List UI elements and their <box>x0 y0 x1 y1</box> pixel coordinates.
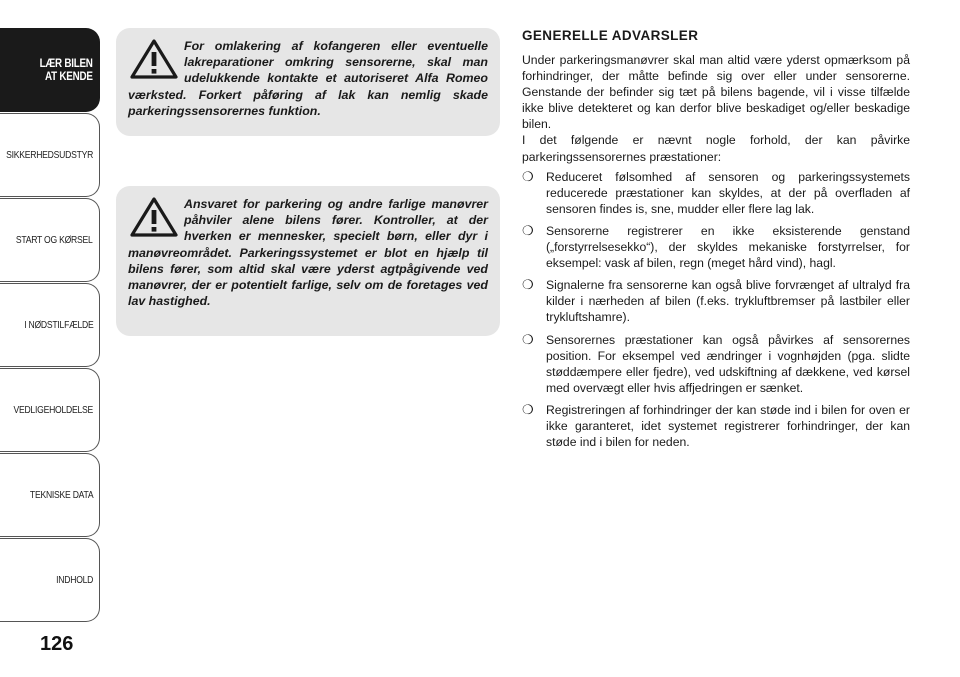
list-item <box>522 332 910 396</box>
tab-sikkerhedsudstyr[interactable] <box>0 113 100 197</box>
tab-label: INDHOLD <box>55 574 93 586</box>
tab-label: SIKKERHEDSUDSTYR <box>6 149 93 161</box>
tab-start-og-korsel[interactable] <box>0 198 100 282</box>
tab-tekniske-data[interactable] <box>0 453 100 537</box>
tab-label: I NØDSTILFÆLDE <box>23 319 93 331</box>
list-item <box>522 277 910 325</box>
list-item-text: Signalerne fra sensorerne kan også blive forvrænget af ultralyd fra kilder i nærheden af bilen (f.eks. trykluftbremser på lastbiler eller trykluftshamre). <box>546 278 910 325</box>
tab-vedligeholdelse[interactable] <box>0 368 100 452</box>
bullet-circle-icon: ❍ <box>522 277 534 293</box>
tab-laer-bilen-at-kende[interactable] <box>0 28 100 112</box>
list-item-text: Registreringen af forhindringer der kan støde ind i bilen for oven er ikke garanteret, idet systemet registrerer forhindringer, der kan støde ind i bilen for neden. <box>546 402 910 450</box>
tab-indhold[interactable] <box>0 538 100 622</box>
intro-paragraph: Under parkeringsmanøvrer skal man altid være yderst opmærksom på forhindringer, der måtte befinde sig over eller under sensorerne. Genstande der befinder sig tæt på bilens bagende, vil i visse tilfælde ikke blive detekteret og kan derfor blive beskadiget og/eller beskadige bilen. <box>522 53 910 132</box>
bullet-list <box>522 169 910 451</box>
chapter-tabs <box>0 28 102 623</box>
list-item <box>522 169 910 217</box>
tab-label: TEKNISKE DATA <box>29 489 93 501</box>
warning-box-ansvar <box>116 186 500 336</box>
list-item-text: Sensorerne registrerer en ikke eksisterende genstand („forstyrrelsesekko“), der skyldes mekaniske forstyrrelser, for eksempel: vask af bilen, regn (meget hård vind), hagl. <box>546 223 910 271</box>
tab-label: VEDLIGEHOLDELSE <box>13 404 93 416</box>
tab-label: START OG KØRSEL <box>16 234 93 246</box>
bullet-circle-icon: ❍ <box>522 331 534 347</box>
warning-text: Ansvaret for parkering og andre farlige manøvrer påhviler alene bilens fører. Kontroller, at der hverken er mennesker, specielt børn, eller dyr i manøvreområdet. Parkeringssystemet er blot en hjælp til bilens fører, som altid skal være yderst agtpågivende ved manøvrer, der er potentielt farlige, selv om de foretages ved lav hastighed. <box>128 197 488 309</box>
bullet-circle-icon: ❍ <box>522 222 534 238</box>
warning-box-lak <box>116 28 500 136</box>
general-warnings-section <box>522 28 910 456</box>
intro-paragraph-2: I det følgende er nævnt nogle forhold, der kan påvirke parkeringssensorernes præstationer: <box>522 133 910 164</box>
warning-triangle-icon <box>128 38 180 80</box>
section-heading: GENERELLE ADVARSLER <box>522 28 699 43</box>
list-item <box>522 223 910 271</box>
tab-i-nodstilfaelde[interactable] <box>0 283 100 367</box>
list-item-text: Sensorernes præstationer kan også påvirkes af sensorernes position. For eksempel ved ændringer i vognhøjden (pga. slidte støddæmpere eller fjedre), ved udskiftning af dækkene, ved kørsel med overvægt eller hvis affjedringen er sænket. <box>546 332 910 395</box>
list-item <box>522 402 910 450</box>
warning-triangle-icon <box>128 196 180 238</box>
warning-text: For omlakering af kofangeren eller eventuelle lakreparationer omkring sensorerne, skal man udelukkende kontakte et autoriseret Alfa Romeo værksted. Forkert påføring af lak kan nemlig skade parkeringssensorernes funktion. <box>128 39 488 118</box>
list-item-text: Reduceret følsomhed af sensoren og parkeringssystemets reducerede præstationer kan skyldes, at der på overfladen af sensoren findes is, sne, mudder eller flere lag lak. <box>546 169 910 216</box>
bullet-circle-icon: ❍ <box>522 401 534 417</box>
tab-label: LÆR BILEN AT KENDE <box>39 56 93 83</box>
bullet-circle-icon: ❍ <box>522 168 534 184</box>
page-number: 126 <box>40 633 74 655</box>
